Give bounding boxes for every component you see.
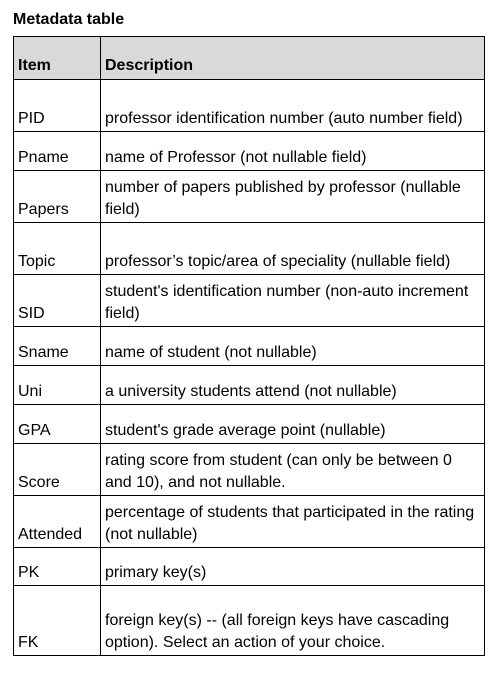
item-cell: Uni xyxy=(14,366,101,405)
description-cell: student's grade average point (nullable) xyxy=(101,405,485,444)
item-cell: PID xyxy=(14,80,101,132)
column-header-description: Description xyxy=(101,37,485,80)
table-row xyxy=(14,223,485,275)
item-cell: Attended xyxy=(14,496,101,548)
description-cell: student's identification number (non-auto increment field) xyxy=(101,275,485,327)
item-cell: SID xyxy=(14,275,101,327)
item-cell: PK xyxy=(14,548,101,586)
table-row xyxy=(14,171,485,223)
table-row xyxy=(14,327,485,366)
metadata-table xyxy=(13,36,485,656)
table-row xyxy=(14,132,485,171)
description-cell: number of papers published by professor (nullable field) xyxy=(101,171,485,223)
table-row xyxy=(14,444,485,496)
item-cell: Papers xyxy=(14,171,101,223)
table-row xyxy=(14,80,485,132)
item-cell: Pname xyxy=(14,132,101,171)
description-cell: name of Professor (not nullable field) xyxy=(101,132,485,171)
description-cell: rating score from student (can only be between 0 and 10), and not nullable. xyxy=(101,444,485,496)
item-cell: GPA xyxy=(14,405,101,444)
description-cell: professor’s topic/area of speciality (nullable field) xyxy=(101,223,485,275)
table-row xyxy=(14,496,485,548)
item-cell: FK xyxy=(14,586,101,656)
table-title: Metadata table xyxy=(13,11,125,28)
description-cell: foreign key(s) -- (all foreign keys have cascading option). Select an action of your choice. xyxy=(101,586,485,656)
item-cell: Sname xyxy=(14,327,101,366)
header-row xyxy=(14,37,485,80)
table-row xyxy=(14,405,485,444)
description-cell: percentage of students that participated in the rating (not nullable) xyxy=(101,496,485,548)
description-cell: name of student (not nullable) xyxy=(101,327,485,366)
description-cell: primary key(s) xyxy=(101,548,485,586)
description-cell: a university students attend (not nullable) xyxy=(101,366,485,405)
table-row xyxy=(14,366,485,405)
description-cell: professor identification number (auto number field) xyxy=(101,80,485,132)
item-cell: Score xyxy=(14,444,101,496)
column-header-item: Item xyxy=(14,37,101,80)
table-row xyxy=(14,275,485,327)
item-cell: Topic xyxy=(14,223,101,275)
table-row xyxy=(14,586,485,656)
table-row xyxy=(14,548,485,586)
